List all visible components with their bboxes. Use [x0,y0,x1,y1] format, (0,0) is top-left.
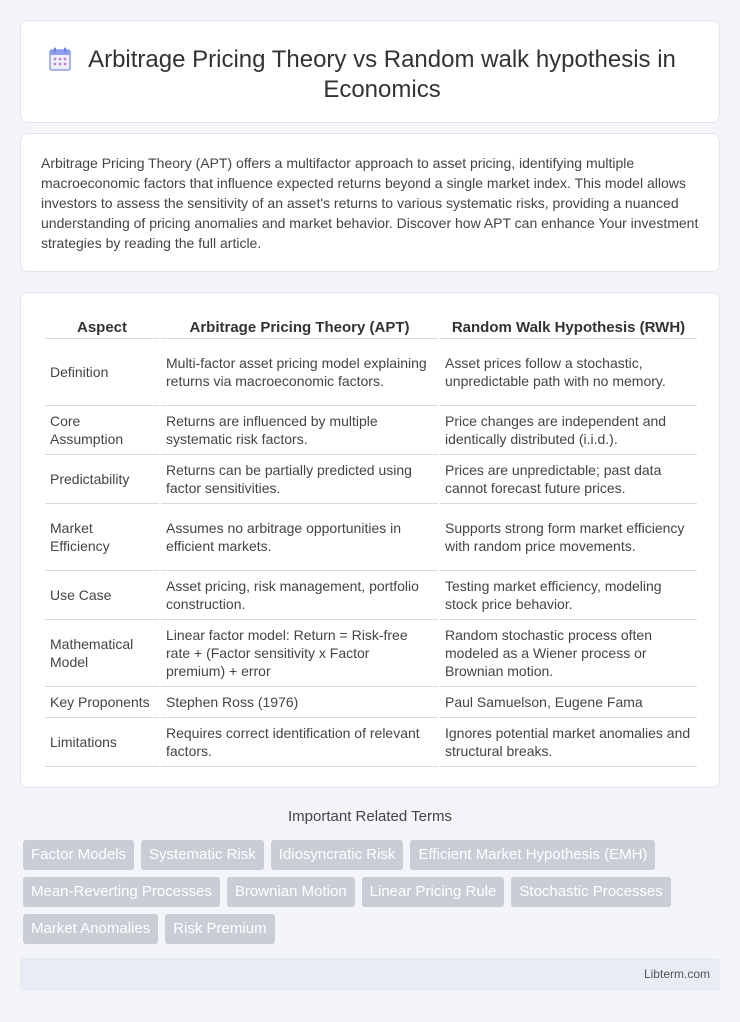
footer-bar [20,958,720,991]
cell-apt: Asset pricing, risk management, portfolio construction. [161,571,438,620]
cell-aspect: Predictability [45,455,159,504]
cell-apt: Linear factor model: Return = Risk-free rate + (Factor sensitivity x Factor premium) + error [161,620,438,687]
cell-aspect: Definition [45,339,159,406]
cell-rwh: Asset prices follow a stochastic, unpredictable path with no memory. [440,339,697,406]
cell-aspect: Core Assumption [45,406,159,455]
table-row [45,455,697,504]
related-terms-heading: Important Related Terms [288,808,452,825]
related-term-tag[interactable]: Stochastic Processes [511,877,670,907]
cell-apt: Stephen Ross (1976) [161,687,438,718]
related-term-tag[interactable]: Mean-Reverting Processes [23,877,220,907]
table-row [45,620,697,687]
table-row [45,571,697,620]
cell-rwh: Price changes are independent and identically distributed (i.i.d.). [440,406,697,455]
related-term-tag[interactable]: Factor Models [23,840,134,870]
footer-site-link[interactable]: Libterm.com [643,967,710,981]
table-row [45,406,697,455]
intro-paragraph: Arbitrage Pricing Theory (APT) offers a multifactor approach to asset pricing, identifying multiple macroeconomic factors that influence expected returns beyond a single market index. This model allows investors to assess the sensitivity of an asset's returns to various systematic risks, providing a nuanced understanding of pricing anomalies and market behavior. Discover how APT can enhance Your investment strategies by reading the full article. [41,155,699,251]
table-row [45,504,697,571]
table-header-row [45,315,697,339]
table-row [45,687,697,718]
related-term-tag[interactable]: Risk Premium [165,914,274,944]
intro-card [20,133,720,272]
column-header-rwh: Random Walk Hypothesis (RWH) [440,315,697,339]
related-term-tag[interactable]: Brownian Motion [227,877,355,907]
related-term-tag[interactable]: Market Anomalies [23,914,158,944]
cell-rwh: Paul Samuelson, Eugene Fama [440,687,697,718]
related-terms-list [23,840,713,951]
cell-rwh: Supports strong form market efficiency with random price movements. [440,504,697,571]
table-row [45,339,697,406]
column-header-apt: Arbitrage Pricing Theory (APT) [161,315,438,339]
title-card [20,20,720,123]
related-term-tag[interactable]: Systematic Risk [141,840,264,870]
cell-apt: Returns are influenced by multiple systematic risk factors. [161,406,438,455]
related-term-tag[interactable]: Efficient Market Hypothesis (EMH) [410,840,655,870]
cell-apt: Requires correct identification of relevant factors. [161,718,438,767]
related-term-tag[interactable]: Linear Pricing Rule [362,877,505,907]
comparison-card [20,292,720,788]
cell-rwh: Testing market efficiency, modeling stock price behavior. [440,571,697,620]
related-term-tag[interactable]: Idiosyncratic Risk [271,840,404,870]
cell-aspect: Limitations [45,718,159,767]
cell-aspect: Market Efficiency [45,504,159,571]
page-title: Arbitrage Pricing Theory vs Random walk hypothesis in Economics [88,46,676,103]
table-row [45,718,697,767]
cell-aspect: Use Case [45,571,159,620]
cell-rwh: Prices are unpredictable; past data cannot forecast future prices. [440,455,697,504]
cell-apt: Assumes no arbitrage opportunities in efficient markets. [161,504,438,571]
cell-rwh: Random stochastic process often modeled as a Wiener process or Brownian motion. [440,620,697,687]
cell-aspect: Mathematical Model [45,620,159,687]
cell-rwh: Ignores potential market anomalies and structural breaks. [440,718,697,767]
cell-apt: Returns can be partially predicted using factor sensitivities. [161,455,438,504]
cell-aspect: Key Proponents [45,687,159,718]
column-header-aspect: Aspect [45,315,159,339]
comparison-table [43,315,699,767]
cell-apt: Multi-factor asset pricing model explaining returns via macroeconomic factors. [161,339,438,406]
